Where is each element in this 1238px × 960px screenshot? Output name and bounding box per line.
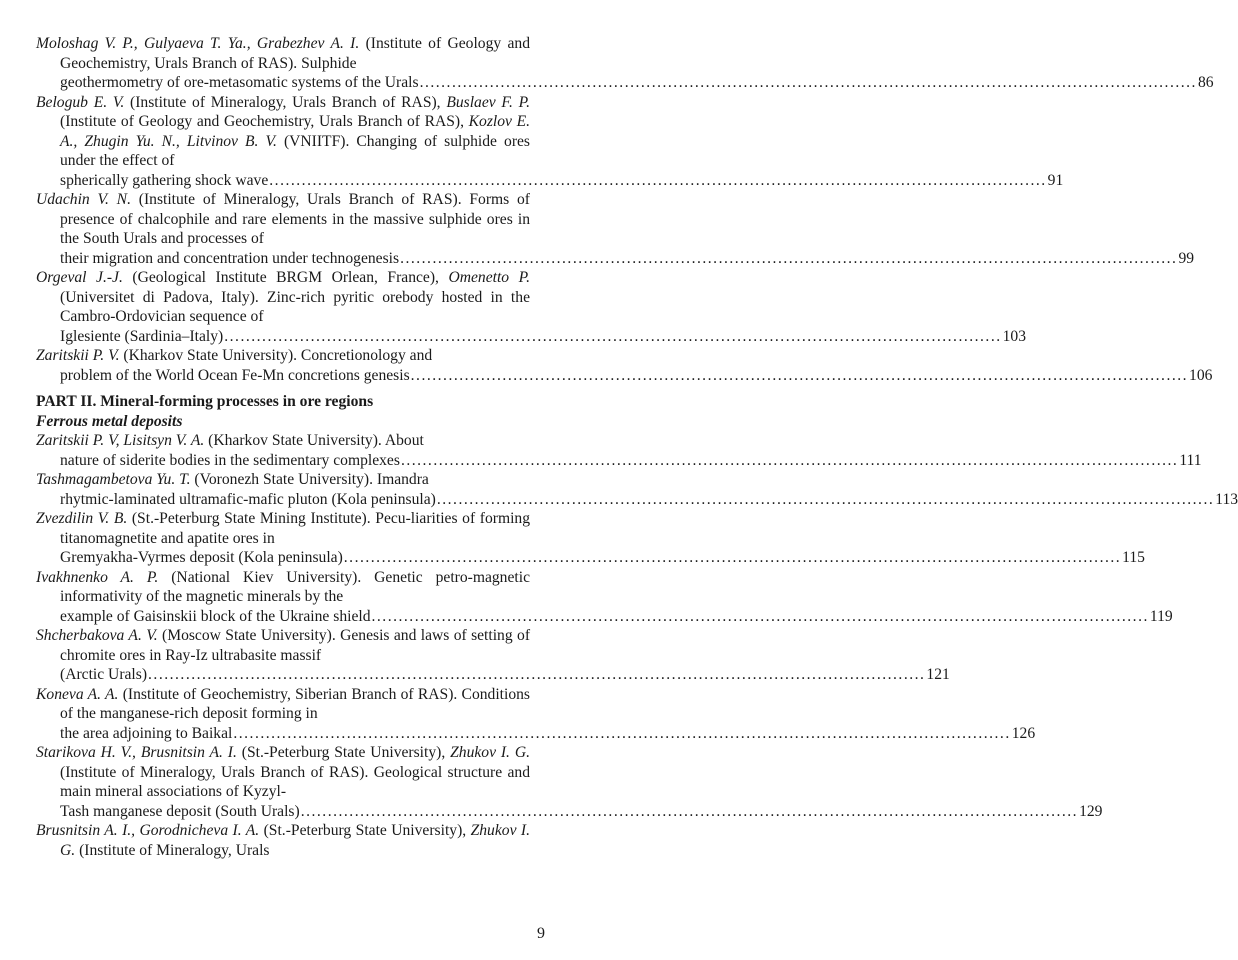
entry-page-number: 115 bbox=[1122, 549, 1145, 566]
entry-page-number: 86 bbox=[1197, 74, 1214, 91]
section-heading: Ferrous metal deposits bbox=[36, 412, 183, 430]
entry-title-line bbox=[60, 73, 1214, 93]
toc-entry bbox=[36, 470, 1238, 509]
toc-entry bbox=[36, 509, 1145, 568]
entry-page-number: 126 bbox=[1011, 724, 1036, 742]
table-of-contents bbox=[36, 34, 1238, 860]
entry-authors: Zhukov I. G. bbox=[450, 744, 530, 761]
entry-page-number: 106 bbox=[1189, 366, 1213, 384]
toc-group-ferrous-metal-deposits bbox=[36, 431, 1238, 821]
entry-page-number: 111 bbox=[1179, 451, 1202, 469]
entry-title-end: example of Gaisinskii block of the Ukraine shield bbox=[60, 607, 371, 625]
dot-leader bbox=[372, 607, 1149, 627]
dot-leader bbox=[233, 724, 1010, 744]
entry-page-number: 91 bbox=[1047, 171, 1064, 189]
dot-leader bbox=[148, 665, 925, 685]
entry-authors: Zvezdilin V. B. bbox=[36, 510, 128, 527]
dot-leader bbox=[420, 73, 1197, 93]
entry-text: (Universitet di Padova, Italy). Zinc-rich pyritic orebody hosted in the Cambro-Ordovician sequence of bbox=[60, 288, 530, 325]
entry-title-line bbox=[60, 171, 1064, 191]
entry-affiliation: (St.-Peterburg State University), bbox=[259, 822, 471, 839]
entry-text: (Voronezh State University). Imandra bbox=[190, 471, 429, 488]
toc-entry bbox=[36, 93, 1064, 191]
entry-text: (Institute of Mineralogy, Urals Branch of RAS). Geological structure and main mineral associations of Kyzyl- bbox=[60, 763, 530, 800]
page-number: 9 bbox=[537, 925, 545, 942]
entry-text: (St.-Peterburg State Mining Institute). Pecu-liarities of forming titanomagnetite and apatite ores in bbox=[60, 510, 530, 547]
entry-authors: Orgeval J.-J. bbox=[36, 269, 123, 286]
toc-entry bbox=[36, 34, 1214, 93]
entry-title-line bbox=[60, 548, 1145, 568]
dot-leader bbox=[437, 490, 1214, 510]
entry-title-end: Iglesiente (Sardinia–Italy) bbox=[60, 327, 224, 345]
toc-entry bbox=[36, 431, 1202, 470]
entry-title-end: Gremyakha-Vyrmes deposit (Kola peninsula) bbox=[60, 549, 343, 566]
entry-authors: Tashmagambetova Yu. T. bbox=[36, 471, 191, 488]
entry-title-line bbox=[60, 451, 1202, 471]
dot-leader bbox=[269, 171, 1046, 191]
entry-text: (Institute of Geology and Geochemistry, Urals Branch of RAS), bbox=[60, 113, 469, 130]
entry-title-end: spherically gathering shock wave bbox=[60, 171, 269, 189]
entry-authors: Belogub E. V. bbox=[36, 93, 125, 111]
entry-text: (Kharkov State University). About bbox=[204, 432, 424, 449]
toc-entry bbox=[36, 568, 1173, 627]
toc-entry bbox=[36, 268, 1027, 346]
entry-authors: Udachin V. N. bbox=[36, 191, 131, 208]
toc-entry bbox=[36, 626, 950, 685]
toc-entry bbox=[36, 346, 1213, 385]
toc-entry bbox=[36, 743, 1103, 821]
entry-authors: Zaritskii P. V. bbox=[36, 347, 120, 364]
entry-page-number: 99 bbox=[1178, 249, 1195, 267]
entry-page-number: 113 bbox=[1215, 490, 1238, 508]
entry-page-number: 103 bbox=[1002, 327, 1027, 345]
toc-entry bbox=[36, 190, 1195, 268]
entry-authors: Buslaev F. P. bbox=[446, 93, 530, 111]
entry-title-line bbox=[60, 249, 1195, 269]
dot-leader bbox=[224, 327, 1001, 347]
toc-entry-continued bbox=[36, 821, 530, 860]
entry-title-line bbox=[60, 366, 1213, 386]
dot-leader bbox=[411, 366, 1188, 386]
entry-authors: Koneva A. A. bbox=[36, 685, 119, 703]
entry-title-end: (Arctic Urals) bbox=[60, 666, 148, 683]
entry-page-number: 129 bbox=[1079, 802, 1103, 820]
entry-title-line bbox=[60, 665, 950, 685]
entry-text: (Institute of Mineralogy, Urals Branch of RAS), bbox=[124, 93, 447, 111]
entry-title-end: rhytmic-laminated ultramafic-mafic pluton (Kola peninsula) bbox=[60, 490, 436, 508]
entry-authors: Shcherbakova A. V. bbox=[36, 627, 158, 644]
entry-authors: Brusnitsin A. I., Gorodnicheva I. A. bbox=[36, 822, 260, 839]
dot-leader bbox=[400, 249, 1177, 269]
entry-title-end: geothermometry of ore-metasomatic systems of the Urals bbox=[60, 74, 419, 91]
entry-title-line bbox=[60, 490, 1238, 510]
dot-leader bbox=[401, 451, 1178, 471]
part-heading: PART II. Mineral-forming processes in ore regions bbox=[36, 393, 374, 410]
entry-title-end: Tash manganese deposit (South Urals) bbox=[60, 802, 300, 820]
entry-authors: Starikova H. V., Brusnitsin A. I. bbox=[36, 744, 237, 761]
entry-title-end: problem of the World Ocean Fe-Mn concretions genesis bbox=[60, 366, 410, 384]
entry-authors: Zhukov I. G. bbox=[60, 822, 530, 859]
entry-text: (National Kiev University). Genetic petro-magnetic informativity of the magnetic minerals by the bbox=[60, 568, 530, 605]
entry-text: (Institute of Mineralogy, Urals bbox=[75, 841, 270, 859]
entry-authors: Zaritskii P. V, Lisitsyn V. A. bbox=[36, 432, 205, 449]
entry-text: (Institute of Mineralogy, Urals Branch of RAS). Forms of presence of chalcophile and rare elements in the massive sulphide ores in the South Urals and processes of bbox=[60, 191, 530, 247]
entry-authors: Omenetto P. bbox=[448, 269, 531, 286]
entry-text: (St.-Peterburg State University), bbox=[236, 744, 451, 761]
entry-authors: Ivakhnenko A. P. bbox=[36, 568, 159, 586]
entry-text: (Institute of Geology and Geochemistry, Urals Branch of RAS). Sulphide bbox=[60, 35, 530, 72]
toc-entry bbox=[36, 685, 1036, 744]
entry-title-end: nature of siderite bodies in the sedimentary complexes bbox=[60, 451, 400, 469]
entry-title-line bbox=[60, 607, 1173, 627]
entry-title-end: the area adjoining to Baikal bbox=[60, 724, 233, 742]
entry-title-line bbox=[60, 724, 1036, 744]
entry-title-line bbox=[60, 327, 1027, 347]
entry-page-number: 119 bbox=[1149, 607, 1173, 625]
entry-text: (Institute of Geochemistry, Siberian Branch of RAS). Conditions of the manganese-rich deposit forming in bbox=[60, 685, 530, 722]
entry-authors: Kozlov E. A., Zhugin Yu. N., Litvinov B. V. bbox=[60, 113, 530, 150]
entry-text: (Geological Institute BRGM Orlean, France), bbox=[122, 269, 449, 286]
entry-page-number: 121 bbox=[926, 666, 950, 683]
entry-title-line bbox=[60, 802, 1103, 822]
entry-authors: Moloshag V. P., Gulyaeva T. Ya., Grabezhev A. I. bbox=[36, 35, 360, 52]
dot-leader bbox=[301, 802, 1078, 822]
entry-title-end: their migration and concentration under technogenesis bbox=[60, 249, 400, 267]
entry-text: (VNIITF). Changing of sulphide ores under the effect of bbox=[60, 132, 530, 169]
entry-text: (Kharkov State University). Concretionology and bbox=[119, 347, 433, 364]
toc-group-part-one-continued bbox=[36, 34, 1214, 385]
entry-text: (Moscow State University). Genesis and laws of setting of chromite ores in Ray-Iz ultrabasite massif bbox=[60, 627, 531, 664]
dot-leader bbox=[344, 548, 1121, 568]
